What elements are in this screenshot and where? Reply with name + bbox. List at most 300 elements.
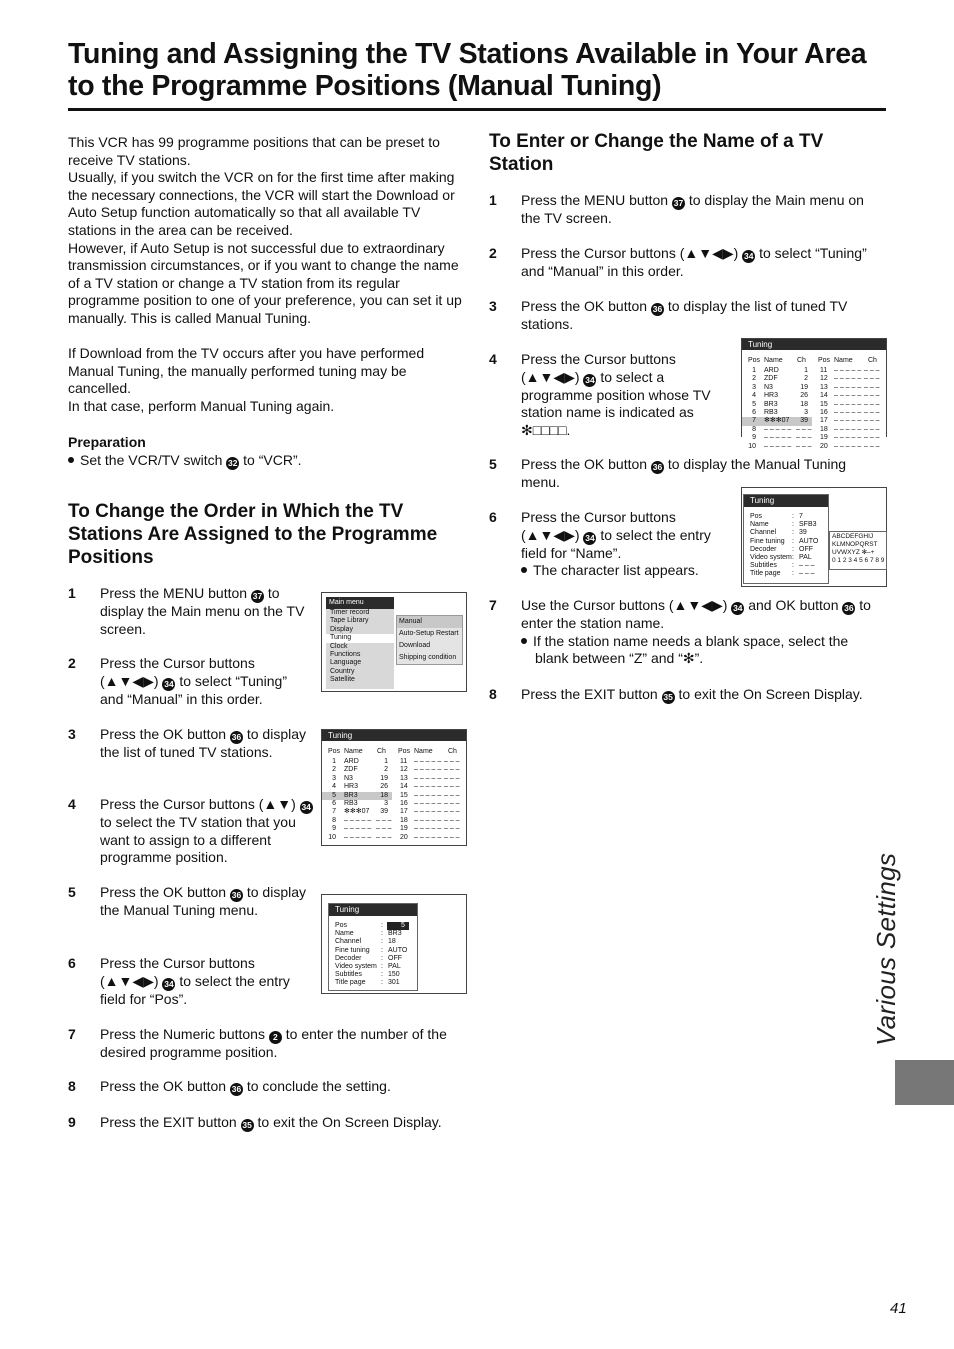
step-number: 9 [68,1114,76,1130]
step-text [521,351,729,439]
cell-ch: – – – [444,774,460,782]
setting-value: SFB3 [799,521,817,529]
button-number-icon: 36 [652,462,663,472]
setting-label: Video system [335,963,377,970]
table-row [322,783,466,791]
cell-name: ✻✻✻07 [344,808,370,816]
cell-pos: 16 [400,800,408,807]
title-rule [68,108,886,111]
setting-value: 18 [388,938,396,946]
column-header: Pos [748,357,761,364]
setting-value: AUTO [388,946,408,954]
cell-ch: – – – [376,825,392,833]
setting-colon: : [792,537,794,545]
setting-colon: : [792,570,794,578]
cell-name: – – – – – [834,392,862,400]
table-row [742,384,886,392]
column-header: Pos [398,748,411,755]
cell-ch: – – – [796,434,812,442]
cell-name: – – – – – [764,425,792,433]
cell-pos: 17 [400,808,408,816]
setting-row [329,979,417,987]
setting-colon: : [381,963,383,970]
table-row [742,417,880,425]
column-header: Name [834,357,853,364]
cell-name: ARD [344,758,359,765]
cell-ch: – – – [444,833,460,841]
step-text [100,1078,468,1096]
tuning-list-screen [741,338,887,450]
step-number: 7 [68,1026,76,1042]
column-header: Ch [797,357,806,364]
step-text-part: to display the Manual Tuning menu. [100,884,307,918]
cell-name: RB3 [764,409,778,416]
table-row [742,392,886,400]
button-number-icon: 36 [231,732,242,742]
cell-ch: – – – [796,442,812,450]
step-text [521,686,884,704]
step-text [521,192,884,228]
manual-tuning-screen [741,487,887,587]
setting-label: Decoder [750,545,777,553]
button-number-icon: 2 [269,1031,282,1044]
cell-pos: 6 [332,800,336,807]
cell-name: – – – – – [764,442,792,450]
setting-colon: : [381,922,383,929]
submenu-item: Download [399,642,431,649]
preparation-item [68,452,302,470]
step-text-part: to enter the station name. [521,597,871,631]
intro-paragraph: This VCR has 99 programme positions that can be preset to receive TV stations. [68,134,440,168]
step-text-part: Press the Cursor buttons (▲▼◀▶) [521,509,676,543]
cell-pos: 20 [400,833,408,841]
bullet-icon [521,567,527,573]
step-text-part: Press the EXIT button [521,686,662,702]
step-number: 2 [68,655,76,671]
step-text-part: Press the Cursor buttons (▲▼◀▶) [521,351,676,385]
setting-row [744,562,828,570]
cell-name: – – – – – [834,383,862,391]
intro-block [68,134,463,416]
step-text [521,509,729,580]
step-text-part: Press the OK button [100,726,230,742]
main-menu-header: Main menu [326,597,394,609]
cell-name: – – – – – [834,400,862,408]
manual-tuning-panel [328,903,418,991]
button-number-icon: 34 [743,251,754,261]
setting-value: 5 [387,922,409,930]
button-number-icon: 36 [231,1084,242,1094]
step-text [100,796,313,867]
setting-label: Title page [335,979,366,987]
cell-name: – – – – – [414,766,442,774]
setting-value: OFF [388,954,402,962]
setting-colon: : [381,938,383,946]
setting-row [744,570,828,578]
cell-ch: – – – [864,392,880,400]
setting-value: – – – [799,562,815,570]
cell-ch: 26 [380,783,388,791]
cell-pos: 14 [400,783,408,791]
cell-name: – – – – – [414,791,442,799]
step-text [100,955,313,1008]
tuning-list-screen [321,729,467,846]
cell-name: N3 [764,383,773,391]
setting-value: BR3 [388,930,402,938]
cell-pos: 10 [748,442,756,450]
step-text-part: Press the OK button [100,884,230,900]
cell-pos: 20 [820,442,828,450]
step-number: 8 [68,1078,76,1094]
setting-row [744,513,828,521]
table-row [322,775,466,783]
cell-ch: – – – [864,400,880,408]
section-tab [895,1060,954,1105]
bullet-icon [68,457,74,463]
submenu-item: Manual [397,616,462,628]
cell-ch: 3 [804,409,808,416]
cell-pos: 18 [400,816,408,824]
cell-name: – – – – – [414,800,442,807]
cell-ch: – – – [376,816,392,824]
manual-tuning-panel [743,494,829,584]
setting-row [329,963,417,971]
setting-label: Name [335,930,354,938]
setting-label: Subtitles [750,562,777,570]
table-header-row [742,357,886,365]
step-number: 3 [68,726,76,742]
table-row [322,791,460,800]
cell-ch: 18 [380,791,388,799]
step-text-part: to enter the number of the desired programme position. [100,1026,447,1060]
cell-name: – – – – – [834,434,862,442]
step-text [100,726,313,762]
tuning-header: Tuning [322,730,466,741]
setting-colon: : [792,554,794,561]
cell-pos: 7 [332,808,336,816]
button-number-icon: 32 [228,458,238,468]
charlist-row: KLMNOPQRST [832,541,878,548]
cell-ch: – – – [444,816,460,824]
cell-pos: 2 [332,766,336,774]
cell-ch: 2 [384,766,388,774]
cell-ch: – – – [864,409,880,416]
cell-name: – – – – – [414,816,442,824]
step-text-part: to select a programme position whose TV station name is indicated as ✻□□□□. [521,368,711,438]
cell-ch: 19 [380,774,388,782]
table-row [742,426,886,434]
cell-ch: – – – [864,367,880,374]
cell-ch: – – – [864,442,880,450]
cell-pos: 5 [332,791,336,799]
setting-label: Fine tuning [335,946,370,954]
step-text-part: to exit the On Screen Display. [253,1114,442,1130]
step-text [100,1114,468,1132]
setting-row [744,538,828,546]
intro-paragraph: If Download from the TV occurs after you have performed Manual Tuning, the manually performed tuning may be cancelled. [68,345,425,397]
setting-row [744,521,828,529]
step-text [521,597,884,668]
cell-pos: 9 [332,825,336,833]
button-number-icon: 36 [844,603,854,613]
column-header: Name [764,357,783,364]
setting-value: 150 [388,971,400,979]
cell-ch: – – – [864,425,880,433]
table-row [322,766,466,774]
setting-colon: : [792,521,794,529]
setting-colon: : [381,930,383,938]
main-menu-screen [321,592,467,692]
cell-ch: – – – [444,800,460,807]
column-header: Pos [328,748,341,755]
cell-name: – – – – – [414,758,442,765]
column-header: Pos [818,357,831,364]
intro-paragraph: In that case, perform Manual Tuning again. [68,397,335,414]
tuning-submenu [396,615,463,665]
step-text-part: Press the Cursor buttons (▲▼◀▶) [100,655,255,689]
table-row [322,834,466,842]
button-number-icon: 34 [733,603,743,613]
step-text [100,884,313,920]
cell-pos: 9 [752,434,756,442]
cell-ch: 39 [380,808,388,816]
cell-ch: 2 [804,375,808,383]
step-bullet [521,562,729,580]
setting-value: OFF [799,545,813,553]
column-header: Name [344,748,363,755]
setting-colon: : [792,545,794,553]
cell-ch: 1 [384,758,388,765]
step-text-part: to display the Main menu on the TV screen. [100,585,305,637]
cell-name: ✻✻✻07 [764,417,790,425]
menu-item: Country [330,667,355,675]
step-text [100,655,313,708]
bullet-text: The character list appears. [533,562,699,579]
setting-label: Name [750,521,769,529]
cell-pos: 1 [752,367,756,374]
table-row [742,443,886,451]
button-number-icon: 34 [585,374,595,385]
manual-tuning-header: Tuning [329,904,417,916]
setting-row [744,554,828,562]
button-number-icon: 34 [164,678,174,689]
cell-ch: – – – [376,833,392,841]
button-number-icon: 34 [301,802,311,812]
cell-name: BR3 [344,791,358,799]
table-row [322,817,466,825]
bullet-icon [521,638,527,644]
cell-pos: 1 [332,758,336,765]
cell-name: HR3 [344,783,359,791]
cell-name: RB3 [344,800,358,807]
setting-value: 39 [799,529,807,537]
cell-ch: 1 [804,367,808,374]
step-number: 8 [489,686,497,702]
setting-colon: : [792,513,794,520]
tuning-submenu-list [397,616,462,664]
table-header-row [322,748,466,756]
cell-pos: 6 [752,409,756,416]
step-text-part: to select “Tuning” and “Manual” in this order. [100,672,287,707]
step-text-part: Press the EXIT button [100,1114,241,1130]
setting-row [329,947,417,955]
step-number: 5 [68,884,76,900]
charlist-row: 0 1 2 3 4 5 6 7 8 9 [832,557,885,564]
cell-name: ZDF [764,375,778,383]
cell-name: – – – – – [834,375,862,383]
step-text-part: to select the entry field for “Pos”. [100,972,290,1007]
setting-row [329,922,417,930]
cell-name: – – – – – [834,442,862,450]
cell-name: – – – – – [834,425,862,433]
setting-label: Video system [750,554,792,561]
setting-colon: : [792,529,794,537]
preparation-text: to “VCR”. [239,452,302,468]
menu-item: Language [330,659,362,667]
cell-ch: 3 [384,800,388,807]
cell-pos: 7 [752,417,756,425]
cell-name: – – – – – [414,783,442,791]
cell-name: N3 [344,774,353,782]
cell-name: – – – – – [414,825,442,833]
table-row [322,808,466,816]
cell-name: – – – – – [834,417,862,425]
step-text [100,1026,468,1062]
setting-label: Fine tuning [750,537,785,545]
setting-value: 7 [799,513,803,520]
cell-pos: 4 [752,392,756,400]
step-text-part: to display the Manual Tuning menu. [521,456,847,490]
step-text-part: Press the MENU button [521,192,672,208]
button-number-icon: 35 [242,1120,252,1130]
step-bullet [521,633,884,668]
step-text-part: to select the TV station that you want to assign to a different programme position. [100,814,296,866]
cell-ch: – – – [444,758,460,765]
table-row [742,401,886,409]
cell-name: – – – – – [414,833,442,841]
setting-label: Channel [750,529,777,537]
tuning-table [322,748,466,843]
cell-pos: 14 [820,392,828,400]
setting-colon: : [381,971,383,979]
cell-pos: 8 [332,816,336,824]
setting-colon: : [381,954,383,962]
step-number: 6 [68,955,76,971]
cell-pos: 5 [752,400,756,408]
step-number: 1 [68,585,76,601]
button-number-icon: 34 [164,978,174,989]
submenu-item: Shipping condition [399,654,457,661]
setting-row [744,529,828,537]
intro-paragraph: Usually, if you switch the VCR on for the first time after making the necessary connections, the VCR will start the Download or Auto Setup function automatically so that all available TV stations in the area can be received. [68,169,455,238]
button-number-icon: 37 [252,591,263,601]
step-text-part: Press the Numeric buttons [100,1026,269,1042]
step-number: 7 [489,597,497,613]
tuning-table [742,357,886,452]
setting-label: Subtitles [335,971,362,979]
step-text-part: to display the list of tuned TV stations. [100,726,307,760]
setting-colon: : [381,979,383,987]
page-number: 41 [890,1300,907,1317]
setting-label: Title page [750,570,781,578]
step-text-part: to display the list of tuned TV stations. [521,298,848,332]
cell-pos: 11 [400,758,408,765]
cell-pos: 19 [400,825,408,833]
menu-item: Clock [330,642,348,650]
cell-pos: 19 [820,434,828,442]
step-text-part: and OK button [744,597,843,613]
step-number: 4 [68,796,76,812]
cell-ch: 18 [800,400,808,408]
cell-pos: 12 [400,766,408,774]
column-header: Ch [377,748,386,755]
table-row [742,367,886,375]
step-text [521,245,884,281]
cell-ch: – – – [864,375,880,383]
step-text-part: Press the Cursor buttons (▲▼◀▶) [521,245,743,261]
button-number-icon: 36 [231,890,242,900]
cell-ch: – – – [444,783,460,791]
cell-name: – – – – – [414,808,442,816]
cell-pos: 15 [400,791,408,799]
cell-name: BR3 [764,400,778,408]
cell-ch: – – – [864,434,880,442]
cell-pos: 16 [820,409,828,416]
cell-pos: 18 [820,425,828,433]
table-row [742,375,886,383]
button-number-icon: 35 [663,692,673,702]
step-text [521,298,884,334]
charlist-row: ABCDEFGHIJ [832,533,874,540]
step-number: 2 [489,245,497,261]
step-number: 1 [489,192,497,208]
left-section-heading: To Change the Order in Which the TV Stations Are Assigned to the Programme Positions [68,501,438,568]
cell-ch: – – – [444,808,460,816]
cell-ch: – – – [796,425,812,433]
step-text-part: to exit the On Screen Display. [674,686,863,702]
preparation-text: Set the VCR/TV switch [80,452,227,468]
main-menu-panel [326,597,394,689]
setting-label: Channel [335,938,362,946]
cell-pos: 4 [332,783,336,791]
cell-ch: – – – [444,825,460,833]
cell-pos: 10 [328,833,336,841]
setting-row [744,546,828,554]
cell-name: – – – – – [834,409,862,416]
charlist-row: UVWXYZ ✻–+ [832,549,875,556]
menu-item: Display [330,625,353,633]
cell-ch: – – – [444,791,460,799]
cell-pos: 8 [752,425,756,433]
table-row [322,758,466,766]
cell-ch: 39 [800,417,808,425]
cell-name: ARD [764,367,779,374]
step-text-part: Use the Cursor buttons (▲▼◀▶) [521,597,732,613]
column-header: Ch [868,357,877,364]
column-header: Ch [448,748,457,755]
cell-name: – – – – – [344,825,372,833]
right-section-heading: To Enter or Change the Name of a TV Station [489,131,824,175]
page-title: Tuning and Assigning the TV Stations Available in Your Area to the Programme Positions (Manual Tuning) [68,38,867,102]
step-text [100,585,313,638]
step-text-part: Press the OK button [521,456,651,472]
setting-label: Pos [335,922,348,929]
step-text-part: to select “Tuning” and “Manual” in this order. [521,245,867,279]
cell-name: ZDF [344,766,358,774]
step-text-part: Press the MENU button [100,585,251,601]
menu-item: Functions [330,651,361,659]
cell-name: HR3 [764,392,779,400]
